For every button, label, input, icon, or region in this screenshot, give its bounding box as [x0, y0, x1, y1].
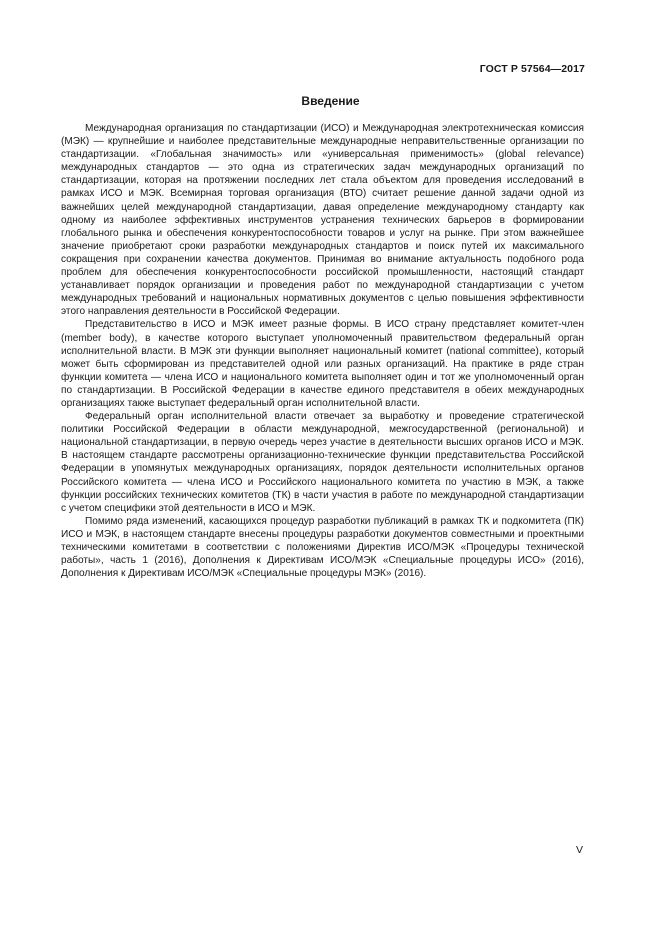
- paragraph-4: Помимо ряда изменений, касающихся процедур разработки публикаций в рамках ТК и подкомитета (ПК) ИСО и МЭК, в настоящем стандарте внесены процедуры разработки документов совместными и проектными техническими комитетами в соответствии с положениями Директив ИСО/МЭК «Процедуры технической работы», часть 1 (2016), Дополнения к Директивам ИСО/МЭК «Специальные процедуры ИСО» (2016), Дополнения к Директивам ИСО/МЭК «Специальные процедуры МЭК» (2016).: [61, 515, 584, 580]
- paragraph-2: Представительство в ИСО и МЭК имеет разные формы. В ИСО страну представляет комитет-член (member body), в качестве которого выступает уполномоченный правительством федеральный орган исполнительной власти. В МЭК эти функции выполняет национальный комитет (national committee), который может быть сформирован из представителей одной или разных организаций. На практике в ряде стран функции комитета — члена ИСО и национального комитета выполняет один и тот же уполномоченный орган по стандартизации. В Российской Федерации в качестве единого представителя в обеих международных организациях также выступает федеральный орган исполнительной власти.: [61, 319, 584, 409]
- page-title: Введение: [301, 94, 360, 108]
- page-number: V: [575, 844, 583, 856]
- body-text: [61, 122, 584, 580]
- document-code: ГОСТ Р 57564—2017: [479, 63, 585, 75]
- paragraph-3: Федеральный орган исполнительной власти отвечает за выработку и проведение стратегической политики Российской Федерации в области международной, межгосударственной (региональной) и национальной стандартизации, в первую очередь через участие в деятельности высших органов ИСО и МЭК. В настоящем стандарте рассмотрены организационно-технические функции представительства Российской Федерации в упомянутых международных организациях, порядок деятельности исполнительных органов Российского комитета — члена ИСО и Российского национального комитета по участию в МЭК, а также функции российских технических комитетов (ТК) в части участия в работе по международной стандартизации с учетом специфики этой деятельности в ИСО и МЭК.: [61, 411, 584, 514]
- paragraph-1: Международная организация по стандартизации (ИСО) и Международная электротехническая комиссия (МЭК) — крупнейшие и наиболее представительные международные неправительственные организации по стандартизации. «Глобальная значимость» или «универсальная применимость» (global relevance) международных стандартов — это одна из стратегических задач международных организаций по стандартизации, которая на протяжении последних лет стала объектом для проведения исследований в рамках ИСО и МЭК. Всемирная торговая организация (ВТО) считает решение данной задачи одной из важнейших целей международной стандартизации, давая определение международному стандарту как одному из наиболее эффективных инструментов устранения технических барьеров в формировании глобального рынка и обеспечения конкурентоспособности товаров и услуг на рынке. При этом важнейшее значение приобретают сроки разработки международных стандартов и поиск путей их максимального сокращения при сохранении качества документов. Принимая во внимание актуальность подобного рода проблем для обеспечения конкурентоспособности российской промышленности, настоящий стандарт устанавливает порядок организации и проведения работ по международной стандартизации с учетом международных требований и национальных нормативных документов с целью повышения эффективности этого направления деятельности в Российской Федерации.: [61, 123, 584, 318]
